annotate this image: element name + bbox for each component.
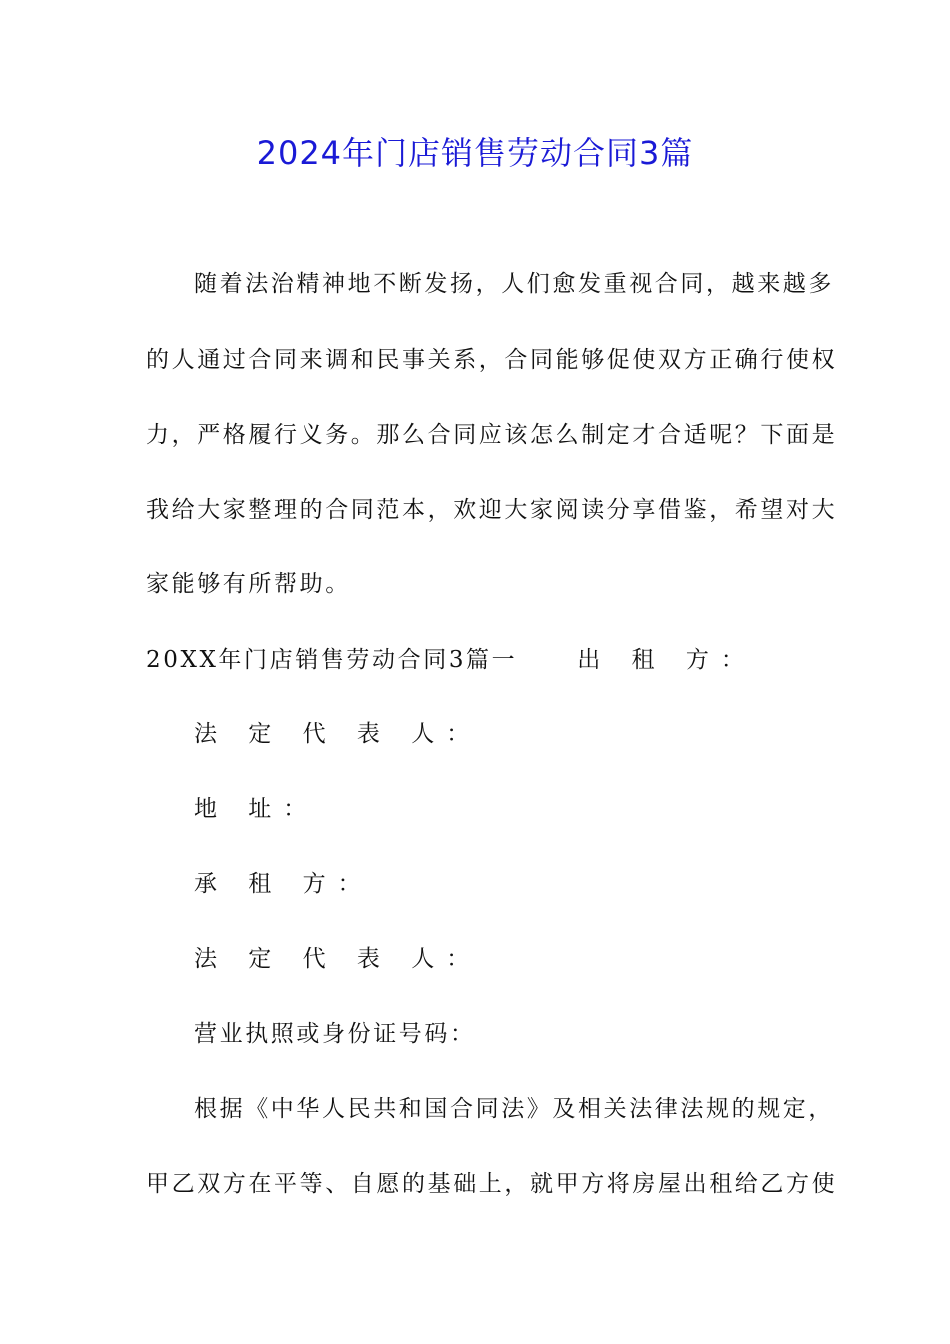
field-address: 地 址：	[194, 796, 319, 822]
lessor-label: 出 租 方：	[577, 647, 756, 673]
field-license-id: 营业执照或身份证号码：	[194, 1021, 476, 1047]
field-lessee: 承 租 方：	[194, 871, 373, 897]
intro-line-5: 家能够有所帮助。	[146, 571, 351, 597]
intro-line-1: 随着法治精神地不断发扬，人们愈发重视合同，越来越多	[194, 271, 834, 297]
section-heading-line	[146, 644, 806, 676]
intro-line-4: 我给大家整理的合同范本，欢迎大家阅读分享借鉴，希望对大	[146, 497, 838, 523]
section-heading: 20XX年门店销售劳动合同3篇一	[146, 647, 518, 673]
body-line-2: 甲乙双方在平等、自愿的基础上，就甲方将房屋出租给乙方使	[146, 1171, 838, 1197]
intro-line-3: 力，严格履行义务。那么合同应该怎么制定才合适呢？下面是	[146, 422, 838, 448]
intro-line-2: 的人通过合同来调和民事关系，合同能够促使双方正确行使权	[146, 347, 838, 373]
document-title: 2024年门店销售劳动合同3篇	[256, 134, 694, 172]
field-legal-representative: 法 定 代 表 人：	[194, 721, 482, 747]
body-line-1: 根据《中华人民共和国合同法》及相关法律法规的规定，	[194, 1096, 834, 1122]
field-legal-representative-2: 法 定 代 表 人：	[194, 946, 482, 972]
